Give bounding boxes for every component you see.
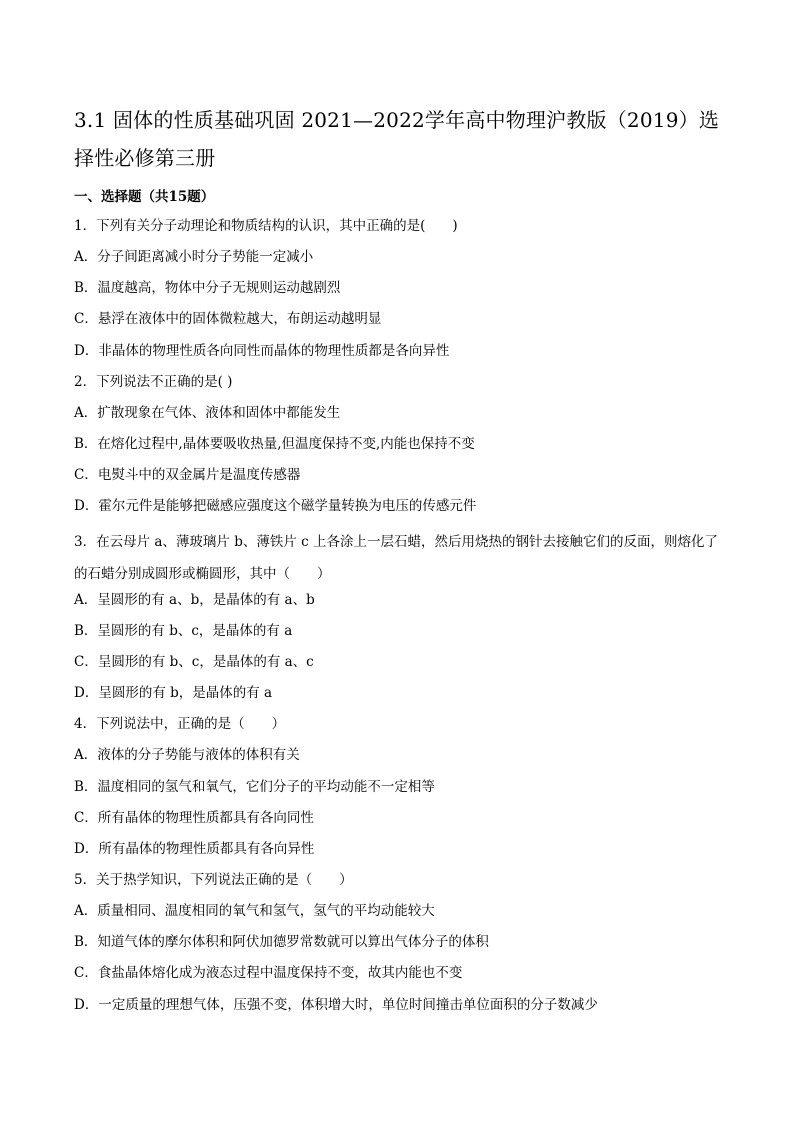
document-title: 3.1 固体的性质基础巩固 2021—2022学年高中物理沪教版（2019）选择性必修第三册 xyxy=(74,108,720,170)
question-1 xyxy=(74,216,724,372)
option-b: B．温度越高，物体中分子无规则运动越剧烈 xyxy=(74,280,341,297)
question-4 xyxy=(74,714,724,870)
question-stem: 5．关于热学知识，下列说法正确的是（ ） xyxy=(74,871,353,888)
option-c: C．所有晶体的物理性质都具有各向同性 xyxy=(74,809,314,826)
question-stem: 1．下列有关分子动理论和物质结构的认识，其中正确的是( ) xyxy=(74,218,458,234)
option-a: A．呈圆形的有 a、b，是晶体的有 a、b xyxy=(74,591,315,608)
option-c: C．食盐晶体熔化成为液态过程中温度保持不变，故其内能也不变 xyxy=(74,965,463,982)
option-a: A．液体的分子势能与液体的体积有关 xyxy=(74,747,300,764)
question-2 xyxy=(74,372,724,528)
question-stem: 4．下列说法中，正确的是（ ） xyxy=(74,716,286,733)
option-c: C．悬浮在液体中的固体微粒越大，布朗运动越明显 xyxy=(74,311,382,328)
section-heading: 一、选择题（共15题） xyxy=(74,189,215,205)
option-b: B．温度相同的氢气和氧气，它们分子的平均动能不一定相等 xyxy=(74,778,435,795)
question-stem: 2．下列说法不正确的是( ) xyxy=(74,373,233,390)
option-d: D．呈圆形的有 b，是晶体的有 a xyxy=(74,685,273,702)
option-d: D．所有晶体的物理性质都具有各向异性 xyxy=(74,840,315,857)
option-d: D．霍尔元件是能够把磁感应强度这个磁学量转换为电压的传感元件 xyxy=(74,498,477,515)
question-stem: 3．在云母片 a、薄玻璃片 b、薄铁片 c 上各涂上一层石蜡，然后用烧热的钢针去接触它们的反面，则熔化了的石蜡分别成圆形或椭圆形，其中（ ） xyxy=(74,534,719,582)
question-list xyxy=(74,216,724,1026)
option-d: D．非晶体的物理性质各向同性而晶体的物理性质都是各向异性 xyxy=(74,342,450,359)
question-5 xyxy=(74,870,724,1026)
question-3 xyxy=(74,527,724,714)
option-c: C．呈圆形的有 b、c，是晶体的有 a、c xyxy=(74,654,314,670)
option-a: A．质量相同、温度相同的氧气和氢气，氢气的平均动能较大 xyxy=(74,903,435,920)
option-b: B．呈圆形的有 b、c，是晶体的有 a xyxy=(74,622,293,639)
option-b: B．知道气体的摩尔体积和阿伏加德罗常数就可以算出气体分子的体积 xyxy=(74,934,489,951)
option-a: A．分子间距离减小时分子势能一定减小 xyxy=(74,249,314,266)
option-c: C．电熨斗中的双金属片是温度传感器 xyxy=(74,467,301,484)
option-d: D．一定质量的理想气体，压强不变，体积增大时，单位时间撞击单位面积的分子数减少 xyxy=(74,996,598,1013)
option-b: B．在熔化过程中,晶体要吸收热量,但温度保持不变,内能也保持不变 xyxy=(74,435,475,452)
option-a: A．扩散现象在气体、液体和固体中都能发生 xyxy=(74,404,341,421)
